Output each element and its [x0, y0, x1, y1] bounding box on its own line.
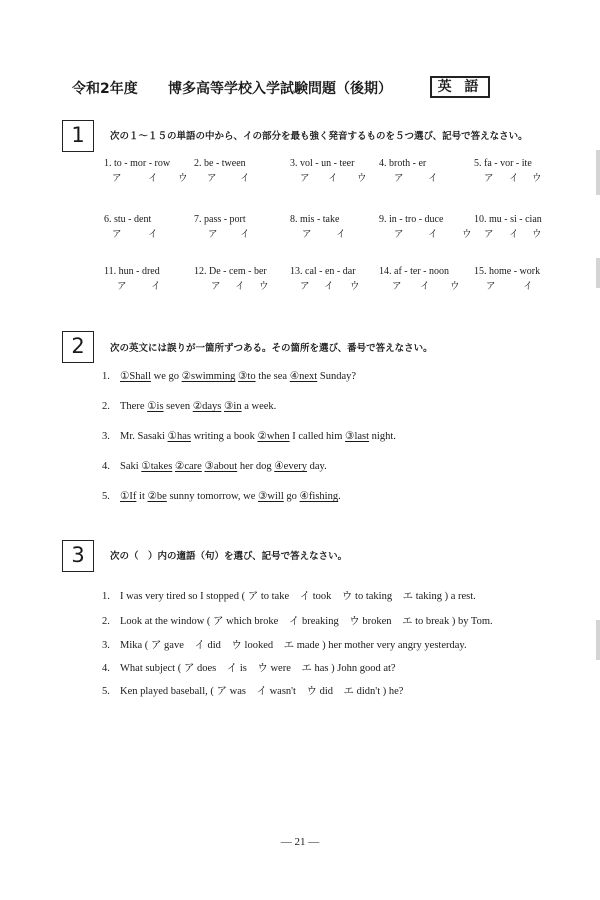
scan-edge-mark	[596, 258, 600, 288]
syllable-kana-label: ウ	[178, 173, 188, 184]
question-number: 4.	[102, 663, 110, 674]
underlined-option: ③to	[238, 371, 256, 382]
syllable-kana-label: ア	[300, 173, 310, 184]
syllable-kana-label: イ	[523, 281, 533, 292]
syllable-kana-label: イ	[509, 229, 519, 240]
question-text: I was very tired so I stopped ( ア to take イ took ウ to taking エ taking ) a rest.	[120, 591, 476, 602]
question-number: 3.	[102, 431, 110, 442]
section-1-instruction: 次の１～１５の単語の中から、イの部分を最も強く発音するものを５つ選び、記号で答えなさい。	[110, 131, 528, 142]
syllable-kana-label: ア	[300, 281, 310, 292]
syllable-kana-label: ア	[394, 173, 404, 184]
error-sentence	[102, 460, 327, 472]
sentence-text: sunny tomorrow, we	[166, 491, 259, 502]
syllable-kana-label: イ	[148, 229, 158, 240]
question-text: Look at the window ( ア which broke イ breaking ウ broken エ to break ) by Tom.	[120, 616, 493, 627]
syllable-kana-label: ア	[112, 173, 122, 184]
question-text: What subject ( ア does イ is ウ were エ has ) John good at?	[120, 663, 396, 674]
underlined-option: ①If	[120, 491, 137, 502]
vocab-word: 6. stu - dent	[104, 214, 152, 225]
syllable-kana-label: ア	[486, 281, 496, 292]
syllable-kana-label: イ	[148, 173, 158, 184]
underlined-option: ①is	[147, 401, 164, 412]
syllable-kana-label: ア	[112, 229, 122, 240]
section-2-instruction: 次の英文には誤りが一箇所ずつある。その箇所を選び、番号で答えなさい。	[110, 343, 433, 354]
section-3-instruction: 次の（ ）内の適語（句）を選び、記号で答えなさい。	[110, 551, 348, 562]
sentence-text: Saki	[120, 461, 142, 472]
syllable-kana-label: イ	[509, 173, 519, 184]
vocab-word: 5. fa - vor - ite	[474, 158, 532, 169]
underlined-option: ①Shall	[120, 371, 151, 382]
section-1-number: 1	[62, 120, 94, 152]
sentence-text: writing a book	[190, 431, 258, 442]
sentence-text: night.	[369, 431, 396, 442]
sentence-text: I called him	[289, 431, 346, 442]
question-number: 1.	[102, 371, 110, 382]
question-number: 4.	[102, 461, 110, 472]
underlined-option: ①has	[167, 431, 191, 442]
syllable-kana-label: ウ	[532, 173, 542, 184]
syllable-kana-label: イ	[420, 281, 430, 292]
choice-question	[102, 683, 403, 698]
underlined-option: ②care	[174, 461, 202, 472]
vocab-word: 4. broth - er	[379, 158, 427, 169]
sentence-text: Mr. Sasaki	[120, 431, 168, 442]
underlined-option: ②swimming	[181, 371, 236, 382]
syllable-kana-label: ウ	[532, 229, 542, 240]
syllable-kana-label: イ	[428, 173, 438, 184]
question-text: Mika ( ア gave イ did ウ looked エ made ) her mother very angry yesterday.	[120, 640, 467, 651]
sentence-text: it	[136, 491, 148, 502]
underlined-option: ④fishing	[299, 491, 339, 502]
syllable-kana-label: イ	[328, 173, 338, 184]
sentence-text: the sea	[255, 371, 290, 382]
sentence-text: her dog	[237, 461, 275, 472]
syllable-kana-label: ア	[211, 281, 221, 292]
vocab-word: 12. De - cem - ber	[194, 266, 267, 277]
syllable-kana-label: ア	[484, 173, 494, 184]
vocab-word: 8. mis - take	[290, 214, 340, 225]
exam-year: 令和2年度	[72, 81, 138, 97]
scan-edge-mark	[596, 620, 600, 660]
question-number: 1.	[102, 591, 110, 602]
syllable-kana-label: イ	[151, 281, 161, 292]
underlined-option: ②days	[192, 401, 222, 412]
syllable-kana-label: ア	[394, 229, 404, 240]
syllable-kana-label: ウ	[462, 229, 472, 240]
syllable-kana-label: ア	[208, 229, 218, 240]
sentence-text: day.	[306, 461, 327, 472]
subject-label: 英 語	[430, 76, 490, 98]
sentence-text: a week.	[241, 401, 277, 412]
syllable-kana-label: ウ	[357, 173, 367, 184]
question-number: 3.	[102, 640, 110, 651]
choice-question	[102, 637, 467, 652]
vocab-word: 15. home - work	[474, 266, 541, 277]
vocab-word: 2. be - tween	[194, 158, 246, 169]
error-sentence	[102, 370, 356, 382]
syllable-kana-label: イ	[336, 229, 346, 240]
vocab-word: 3. vol - un - teer	[290, 158, 355, 169]
underlined-option: ③about	[204, 461, 238, 472]
vocab-word: 7. pass - port	[194, 214, 246, 225]
exam-title: 博多高等学校入学試験問題（後期）	[168, 81, 392, 97]
syllable-kana-label: ア	[484, 229, 494, 240]
syllable-kana-label: ウ	[450, 281, 460, 292]
choice-question	[102, 613, 493, 628]
question-number: 5.	[102, 686, 110, 697]
syllable-kana-label: ウ	[350, 281, 360, 292]
error-sentence	[102, 400, 276, 412]
syllable-kana-label: イ	[240, 173, 250, 184]
question-number: 2.	[102, 616, 110, 627]
page-number: — 21 —	[280, 836, 320, 848]
sentence-text: There	[120, 401, 148, 412]
underlined-option: ③will	[258, 491, 284, 502]
underlined-option: ①takes	[141, 461, 173, 472]
section-2-number: 2	[62, 331, 94, 363]
sentence-text: we go	[151, 371, 182, 382]
underlined-option: ②be	[147, 491, 167, 502]
vocab-word: 10. mu - si - cian	[474, 214, 542, 225]
syllable-kana-label: ア	[302, 229, 312, 240]
underlined-option: ③last	[345, 431, 370, 442]
syllable-kana-label: イ	[428, 229, 438, 240]
syllable-kana-label: ア	[392, 281, 402, 292]
sentence-text: seven	[163, 401, 193, 412]
sentence-text: go	[283, 491, 300, 502]
underlined-option: ③in	[224, 401, 242, 412]
vocab-word: 11. hun - dred	[104, 266, 160, 277]
underlined-option: ④next	[289, 371, 318, 382]
error-sentence	[102, 430, 396, 442]
question-number: 2.	[102, 401, 110, 412]
sentence-text: Sunday?	[317, 371, 357, 382]
section-3-number: 3	[62, 540, 94, 572]
vocab-word: 9. in - tro - duce	[379, 214, 444, 225]
vocab-word: 1. to - mor - row	[104, 158, 171, 169]
syllable-kana-label: ア	[117, 281, 127, 292]
syllable-kana-label: イ	[240, 229, 250, 240]
sentence-text: .	[338, 491, 341, 502]
syllable-kana-label: ウ	[259, 281, 269, 292]
vocab-word: 13. cal - en - dar	[290, 266, 356, 277]
choice-question	[102, 660, 396, 675]
choice-question	[102, 588, 476, 603]
syllable-kana-label: ア	[207, 173, 217, 184]
scan-edge-mark	[596, 150, 600, 195]
question-text: Ken played baseball, ( ア was イ wasn't ウ did エ didn't ) he?	[120, 686, 404, 697]
underlined-option: ②when	[257, 431, 290, 442]
vocab-word: 14. af - ter - noon	[379, 266, 449, 277]
underlined-option: ④every	[274, 461, 307, 472]
syllable-kana-label: イ	[324, 281, 334, 292]
question-number: 5.	[102, 491, 110, 502]
error-sentence	[102, 490, 341, 502]
syllable-kana-label: イ	[235, 281, 245, 292]
